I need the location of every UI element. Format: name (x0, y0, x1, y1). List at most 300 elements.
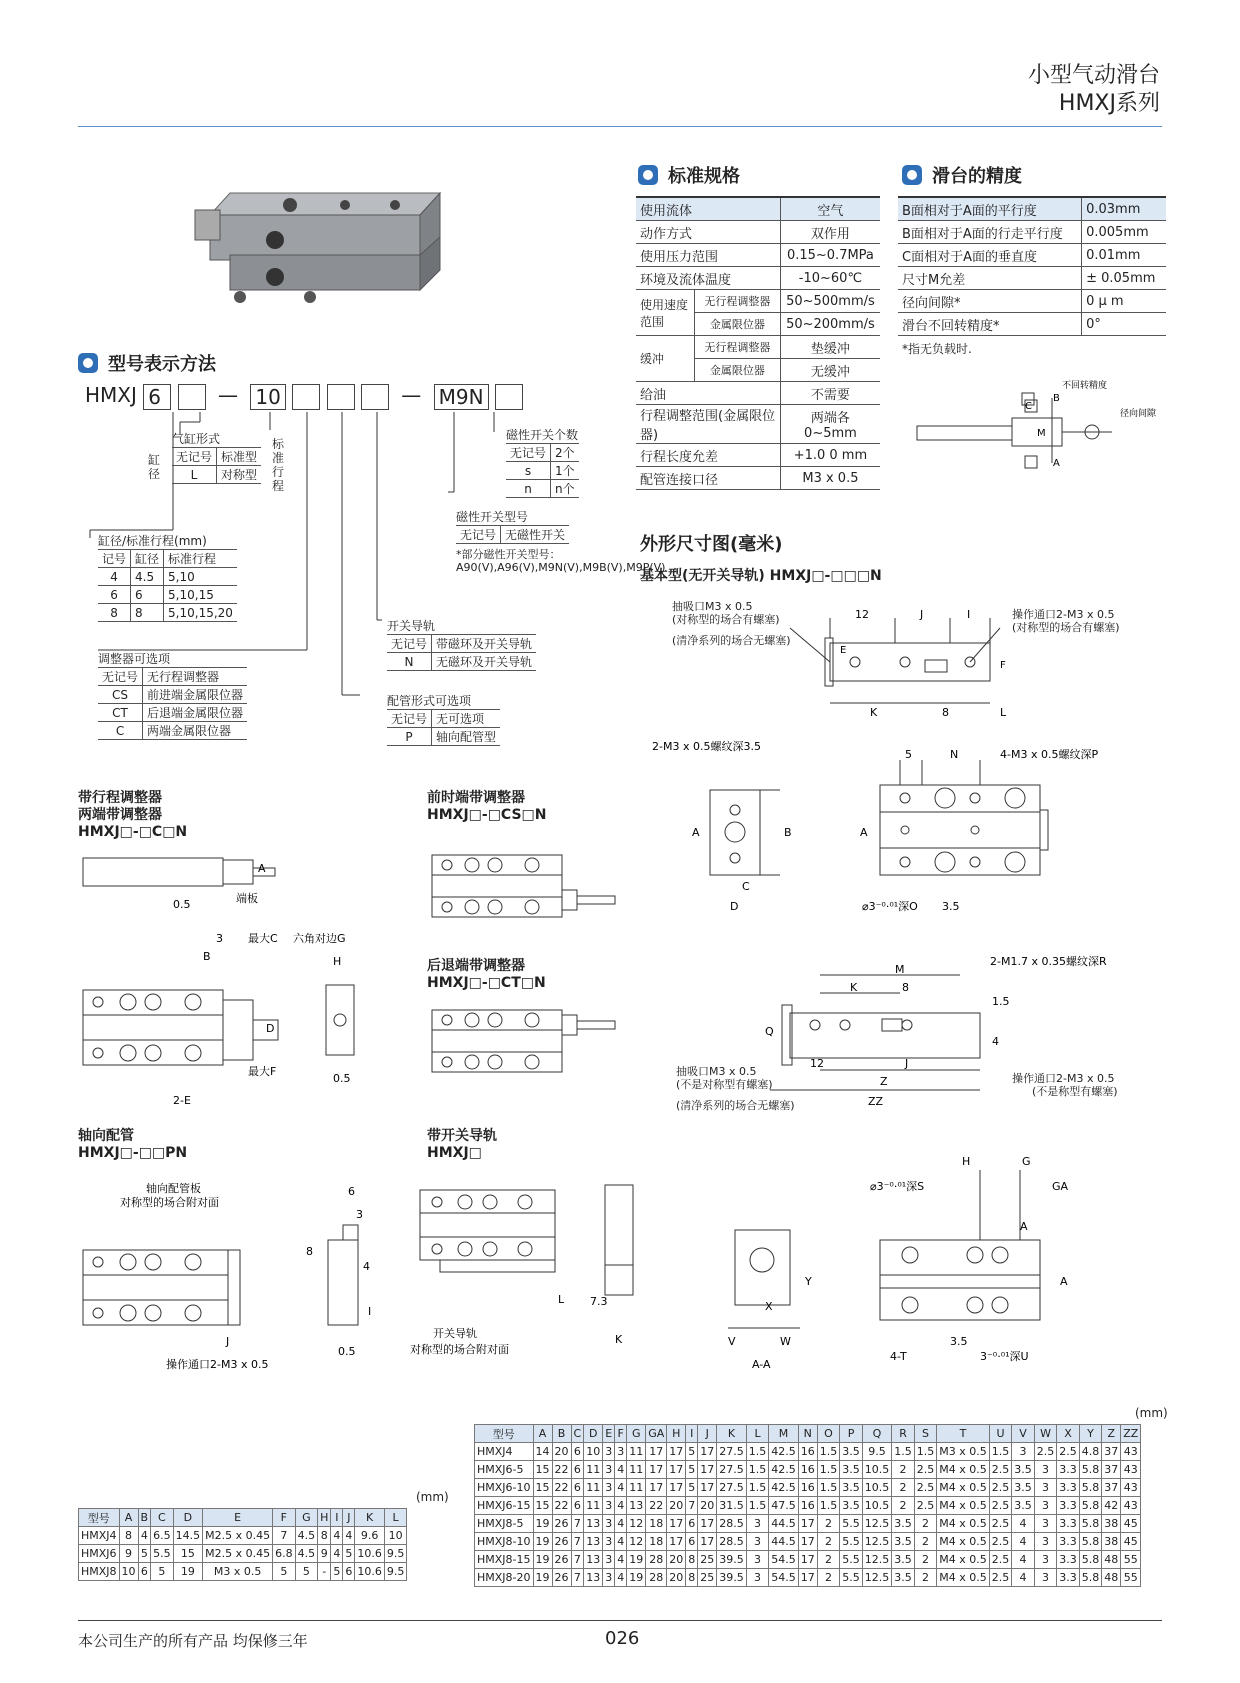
table-cell: CS (98, 686, 143, 704)
table-cell: 8 (318, 1527, 331, 1545)
big-dimension-table (474, 1424, 1141, 1587)
variant-rail-title: 带开关导轨 HMXJ□ (427, 1128, 497, 1161)
table-header-cell: K (355, 1509, 385, 1527)
cyl-form-table (172, 447, 261, 484)
table-row (98, 704, 247, 722)
table-header-cell: K (717, 1425, 747, 1443)
table-header-cell: B (552, 1425, 571, 1443)
outline-port-note-2: 操作通口2-M3 x 0.5 (不是称型有螺塞) (1012, 1072, 1118, 1098)
table-cell: 3 (603, 1479, 615, 1497)
bore-stroke-table (98, 549, 237, 622)
table-cell: HMXJ4 (475, 1443, 534, 1461)
svg-text:G: G (1022, 1155, 1031, 1168)
table-cell: 2.5 (989, 1497, 1012, 1515)
table-cell: 44.5 (769, 1515, 799, 1533)
table-cell: 对称型 (217, 466, 262, 484)
table-cell: 47.5 (769, 1497, 799, 1515)
table-cell: 3.3 (1057, 1533, 1080, 1551)
big-table-unit: (mm) (1135, 1406, 1168, 1420)
table-header-cell: I (686, 1425, 698, 1443)
table-cell: 9.5 (384, 1545, 407, 1563)
adjuster-block: 调整器可选项 无记号 无行程调整器 CS 前进端金属限位器 CT 后退端金属限位器 C 两端金属限位器 (98, 650, 247, 740)
table-cell: 27.5 (717, 1443, 747, 1461)
table-cell: 3.5 (840, 1497, 863, 1515)
table-cell: 2.5 (1057, 1443, 1080, 1461)
table-cell: 39.5 (717, 1569, 747, 1587)
table-cell: 43 (1121, 1461, 1141, 1479)
footer-warranty: 本公司生产的所有产品 均保修三年 (78, 1632, 308, 1650)
spec-value: M3 x 0.5 (780, 467, 880, 490)
precision-label: 径向间隙* (898, 290, 1082, 313)
table-cell: 5.8 (1079, 1569, 1102, 1587)
table-cell: 5 (686, 1479, 698, 1497)
table-cell: 20 (552, 1443, 571, 1461)
svg-text:D: D (266, 1022, 275, 1035)
switch-box: M9N (434, 384, 489, 410)
table-cell: 12 (627, 1533, 646, 1551)
table-cell: 4 (343, 1527, 355, 1545)
table-cell: HMXJ6-15 (475, 1497, 534, 1515)
svg-text:A: A (258, 862, 266, 875)
table-cell: n (506, 480, 551, 498)
variant-both-drawing (78, 850, 408, 1110)
table-cell: 48 (1102, 1569, 1121, 1587)
table-cell: 5.5 (840, 1569, 863, 1587)
table-cell: 无磁性开关 (501, 526, 570, 544)
table-cell: HMXJ4 (79, 1527, 120, 1545)
table-cell: 37 (1102, 1461, 1121, 1479)
svg-text:2-E: 2-E (173, 1094, 191, 1107)
piping-box (327, 384, 355, 410)
table-cell: s (506, 462, 551, 480)
table-cell: 38 (1102, 1515, 1121, 1533)
table-header-cell: J (698, 1425, 717, 1443)
table-row (387, 635, 536, 653)
table-cell: 38 (1102, 1533, 1121, 1551)
cyl-form-block: 气缸形式 无记号 标准型 L 对称型 (172, 430, 261, 484)
table-cell: 6 (98, 586, 131, 604)
table-row (475, 1551, 1141, 1569)
svg-text:8: 8 (942, 706, 949, 719)
svg-text:B: B (784, 826, 792, 839)
spec-label: 使用压力范围 (636, 244, 780, 267)
svg-text:4: 4 (992, 1035, 999, 1048)
table-cell: 17 (646, 1479, 667, 1497)
svg-text:L: L (558, 1293, 565, 1306)
table-cell: 6 (686, 1533, 698, 1551)
spec-table (636, 196, 880, 490)
table-cell: 17 (698, 1479, 717, 1497)
svg-text:6: 6 (348, 1185, 355, 1198)
svg-text:对称型的场合附对面: 对称型的场合附对面 (410, 1343, 509, 1356)
table-header-cell: O (817, 1425, 840, 1443)
table-cell: 19 (627, 1569, 646, 1587)
spec-label: 无行程调整器 (695, 290, 781, 313)
table-cell: 42 (1102, 1497, 1121, 1515)
table-cell: 4 (1012, 1515, 1035, 1533)
table-cell: 11 (627, 1461, 646, 1479)
table-cell: 5 (686, 1443, 698, 1461)
table-cell: 26 (552, 1569, 571, 1587)
table-cell: 6 (343, 1563, 355, 1581)
table-cell: 18 (646, 1533, 667, 1551)
form-box (178, 384, 206, 410)
table-header-cell: G (295, 1509, 318, 1527)
small-table-unit: (mm) (416, 1490, 449, 1504)
table-cell: 55 (1121, 1569, 1141, 1587)
table-cell: 9 (318, 1545, 331, 1563)
table-cell: 11 (627, 1479, 646, 1497)
outline-suction-note-2: 抽吸口M3 x 0.5 (不是对称型有螺塞) (清净系列的场合无螺塞) (676, 1065, 795, 1112)
table-cell: 54.5 (769, 1551, 799, 1569)
table-cell: 10.6 (355, 1563, 385, 1581)
table-cell: 22 (552, 1479, 571, 1497)
table-cell: 3.5 (1012, 1497, 1035, 1515)
table-cell: 无记号 (506, 444, 551, 462)
table-cell: 3.5 (892, 1533, 915, 1551)
table-cell: C (98, 722, 143, 740)
table-row (506, 462, 579, 480)
svg-text:对称型的场合附对面: 对称型的场合附对面 (120, 1196, 219, 1209)
table-cell: 9 (119, 1545, 138, 1563)
svg-text:12: 12 (855, 608, 869, 621)
svg-text:2-M3 x 0.5螺纹深3.5: 2-M3 x 0.5螺纹深3.5 (652, 740, 761, 753)
svg-text:A: A (1060, 1275, 1068, 1288)
table-cell: 12.5 (862, 1515, 892, 1533)
spec-row (636, 405, 880, 444)
table-header-cell: 记号 (98, 550, 131, 568)
table-cell: 15 (533, 1479, 552, 1497)
table-cell: HMXJ8 (79, 1563, 120, 1581)
precision-label-c: C (1025, 401, 1032, 412)
adjuster-table (98, 667, 247, 740)
table-cell: M4 x 0.5 (937, 1497, 990, 1515)
precision-value: 0.005mm (1082, 221, 1166, 244)
table-cell: 1.5 (746, 1497, 769, 1515)
table-cell: 6 (571, 1443, 584, 1461)
table-cell: 10 (384, 1527, 407, 1545)
table-cell: 3.5 (840, 1443, 863, 1461)
table-cell: 3 (1034, 1533, 1057, 1551)
table-cell: 44.5 (769, 1533, 799, 1551)
table-cell: 31.5 (717, 1497, 747, 1515)
table-cell: 17 (798, 1569, 817, 1587)
table-cell: 无可选项 (432, 710, 501, 728)
spec-value: 空气 (780, 197, 880, 221)
table-header-cell: C (571, 1425, 584, 1443)
table-cell: 17 (667, 1461, 686, 1479)
precision-section-title: 滑台的精度 (902, 162, 1022, 188)
outline-bottom-view (720, 1150, 1160, 1390)
table-cell: 17 (698, 1461, 717, 1479)
spec-label: 无行程调整器 (695, 336, 781, 359)
precision-label-b: B (1053, 393, 1060, 404)
table-cell: 3 (1012, 1443, 1035, 1461)
table-row (387, 710, 500, 728)
spec-label: 给油 (636, 382, 780, 405)
table-row (475, 1533, 1141, 1551)
header-divider (78, 126, 1162, 127)
svg-text:K: K (870, 706, 878, 719)
spec-value: 50~200mm/s (780, 313, 880, 336)
table-header-cell: Q (862, 1425, 892, 1443)
spec-row (636, 197, 880, 221)
spec-section-title: 标准规格 (638, 162, 740, 188)
table-cell: 2.5 (989, 1551, 1012, 1569)
outline-title: 外形尺寸图(毫米) (640, 534, 783, 555)
table-cell: 8 (686, 1551, 698, 1569)
precision-label: B面相对于A面的平行度 (898, 197, 1082, 221)
table-cell: 17 (698, 1533, 717, 1551)
adjuster-box (292, 384, 320, 410)
precision-value: 0° (1082, 313, 1166, 336)
svg-text:C: C (742, 880, 750, 893)
table-cell: 2 (914, 1569, 937, 1587)
table-cell: 11 (584, 1497, 603, 1515)
table-row (506, 480, 579, 498)
table-cell: 5 (295, 1563, 318, 1581)
precision-value: 0 μ m (1082, 290, 1166, 313)
table-cell: 4 (615, 1551, 627, 1569)
svg-text:8: 8 (902, 981, 909, 994)
table-cell: 5.5 (840, 1515, 863, 1533)
table-cell: 4.5 (295, 1527, 318, 1545)
svg-text:A: A (860, 826, 868, 839)
table-header-cell: A (119, 1509, 138, 1527)
table-cell: 1.5 (746, 1443, 769, 1461)
section-bullet-icon (78, 353, 98, 373)
table-cell: 17 (698, 1443, 717, 1461)
svg-text:A: A (692, 826, 700, 839)
svg-text:H: H (333, 955, 342, 968)
table-cell: 19 (533, 1533, 552, 1551)
svg-text:Y: Y (805, 1275, 812, 1288)
table-cell: 5.8 (1079, 1551, 1102, 1569)
table-cell: 2.5 (989, 1569, 1012, 1587)
precision-label-a: A (1053, 458, 1060, 469)
table-cell: 19 (533, 1515, 552, 1533)
table-cell: 9.5 (384, 1563, 407, 1581)
table-cell: 42.5 (769, 1461, 799, 1479)
spec-label: 行程长度允差 (636, 444, 780, 467)
table-cell: 3.3 (1057, 1461, 1080, 1479)
table-header-cell: L (746, 1425, 769, 1443)
footer-divider (78, 1620, 1162, 1621)
table-cell: 3 (1034, 1479, 1057, 1497)
table-cell: 4 (615, 1569, 627, 1587)
table-cell: 4 (331, 1527, 343, 1545)
svg-text:0.5: 0.5 (333, 1072, 351, 1085)
table-cell: 5 (331, 1563, 343, 1581)
table-header-cell: D (584, 1425, 603, 1443)
svg-text:六角对边G: 六角对边G (293, 932, 346, 945)
table-cell: 5.8 (1079, 1479, 1102, 1497)
svg-text:3⁻⁰·⁰¹深U: 3⁻⁰·⁰¹深U (980, 1350, 1029, 1363)
table-cell: 4 (615, 1497, 627, 1515)
table-cell: 8 (119, 1527, 138, 1545)
table-cell: 13 (584, 1515, 603, 1533)
table-cell: 43 (1121, 1443, 1141, 1461)
table-cell: 2 (892, 1461, 915, 1479)
table-cell: 9.6 (355, 1527, 385, 1545)
table-cell: M3 x 0.5 (203, 1563, 273, 1581)
precision-label: B面相对于A面的行走平行度 (898, 221, 1082, 244)
bore-stroke-block: 缸径/标准行程(mm) 记号 缸径 标准行程 4 4.5 5,10 6 6 5,10,15 8 8 5,10,15,20 (98, 532, 237, 622)
table-cell: HMXJ8-15 (475, 1551, 534, 1569)
table-header-cell: 缸径 (131, 550, 164, 568)
svg-text:3: 3 (356, 1208, 363, 1221)
model-prefix: HMXJ (85, 383, 137, 407)
table-cell: 45 (1121, 1533, 1141, 1551)
svg-text:H: H (962, 1155, 971, 1168)
model-code-line: HMXJ 6 — 10 — M9N (85, 383, 523, 410)
table-cell: 10.5 (862, 1461, 892, 1479)
table-cell: 14 (533, 1443, 552, 1461)
svg-text:⌀3⁻⁰·⁰¹深O: ⌀3⁻⁰·⁰¹深O (862, 900, 918, 913)
table-header-cell: E (203, 1509, 273, 1527)
table-cell: M2.5 x 0.45 (203, 1527, 273, 1545)
table-row (456, 526, 569, 544)
table-header-cell: N (798, 1425, 817, 1443)
table-header-cell: I (331, 1509, 343, 1527)
section-bullet-icon (638, 165, 658, 185)
spec-value: 不需要 (780, 382, 880, 405)
svg-text:D: D (730, 900, 739, 913)
svg-text:A: A (1020, 1220, 1028, 1233)
table-cell: 3 (746, 1569, 769, 1587)
table-cell: 22 (552, 1461, 571, 1479)
table-cell: 2.5 (914, 1461, 937, 1479)
svg-text:3: 3 (216, 932, 223, 945)
table-cell: HMXJ6 (79, 1545, 120, 1563)
table-cell: 2.5 (989, 1533, 1012, 1551)
table-header-cell: X (1057, 1425, 1080, 1443)
piping-block: 配管形式可选项 无记号 无可选项 P 轴向配管型 (387, 692, 500, 746)
table-cell: 5 (273, 1563, 296, 1581)
table-cell: 6.8 (273, 1545, 296, 1563)
table-cell: 4.5 (295, 1545, 318, 1563)
table-header-cell: V (1012, 1425, 1035, 1443)
table-row (475, 1479, 1141, 1497)
table-cell: 无磁环及开关导轨 (432, 653, 537, 671)
table-cell: 5.8 (1079, 1515, 1102, 1533)
table-cell: 3 (603, 1533, 615, 1551)
table-row (475, 1569, 1141, 1587)
table-cell: 28 (646, 1551, 667, 1569)
table-cell: 1.5 (746, 1461, 769, 1479)
table-cell: 2 (914, 1515, 937, 1533)
table-cell: 6.5 (151, 1527, 174, 1545)
variant-axial-drawing (78, 1180, 408, 1370)
table-cell: M4 x 0.5 (937, 1479, 990, 1497)
table-cell: HMXJ6-5 (475, 1461, 534, 1479)
svg-text:0.5: 0.5 (338, 1345, 356, 1358)
table-cell: 5,10 (164, 568, 237, 586)
table-cell: 8 (686, 1569, 698, 1587)
spec-row (636, 467, 880, 490)
table-cell: 6 (571, 1479, 584, 1497)
table-cell: N (387, 653, 432, 671)
svg-text:K: K (850, 981, 858, 994)
table-row (79, 1527, 407, 1545)
table-cell: 13 (584, 1551, 603, 1569)
table-cell: 3 (603, 1569, 615, 1587)
table-cell: 37 (1102, 1479, 1121, 1497)
table-header-cell: 型号 (475, 1425, 534, 1443)
precision-value: 0.03mm (1082, 197, 1166, 221)
table-cell: 1.5 (892, 1443, 915, 1461)
table-cell: 3.5 (840, 1461, 863, 1479)
page-number: 026 (605, 1628, 640, 1649)
table-cell: 5,10,15 (164, 586, 237, 604)
table-cell: 17 (798, 1533, 817, 1551)
table-cell: 5.8 (1079, 1533, 1102, 1551)
svg-text:J: J (226, 1335, 230, 1348)
table-cell: 3.3 (1057, 1515, 1080, 1533)
svg-text:Z: Z (880, 1075, 888, 1088)
table-cell: 1.5 (989, 1443, 1012, 1461)
table-cell: 16 (798, 1461, 817, 1479)
table-header-cell: L (384, 1509, 407, 1527)
table-cell: 3 (1034, 1515, 1057, 1533)
table-cell: 2 (914, 1551, 937, 1569)
table-header-cell: C (151, 1509, 174, 1527)
svg-text:M: M (895, 963, 905, 976)
table-cell: M2.5 x 0.45 (203, 1545, 273, 1563)
table-cell: 17 (667, 1479, 686, 1497)
spec-row (636, 382, 880, 405)
table-row (475, 1497, 1141, 1515)
table-cell: 3.5 (892, 1551, 915, 1569)
spec-row (636, 336, 880, 359)
table-cell: 12.5 (862, 1551, 892, 1569)
table-cell: 27.5 (717, 1461, 747, 1479)
precision-label-gap: 径向间隙 (1120, 409, 1157, 419)
table-cell: 两端金属限位器 (143, 722, 248, 740)
table-cell: n个 (551, 480, 579, 498)
spec-group: 使用速度范围 (636, 290, 695, 336)
switch-type-note: *部分磁性开关型号：A90(V),A96(V),M9N(V),M9B(V),M9P(V) (456, 548, 666, 574)
table-cell: 5.5 (840, 1533, 863, 1551)
table-cell: 3 (1034, 1569, 1057, 1587)
table-cell: 2.5 (989, 1461, 1012, 1479)
table-row (172, 448, 261, 466)
section-bullet-icon (902, 165, 922, 185)
table-cell: 4 (615, 1515, 627, 1533)
table-cell: 16 (798, 1479, 817, 1497)
precision-label: 滑台不回转精度* (898, 313, 1082, 336)
svg-text:3.5: 3.5 (942, 900, 960, 913)
table-cell: 48 (1102, 1551, 1121, 1569)
table-cell: 17 (798, 1551, 817, 1569)
svg-text:I: I (967, 608, 971, 621)
table-cell: 42.5 (769, 1443, 799, 1461)
table-cell: 无记号 (98, 668, 143, 686)
table-cell: HMXJ6-10 (475, 1479, 534, 1497)
table-cell: 6 (138, 1563, 151, 1581)
svg-text:操作通口2-M3 x 0.5: 操作通口2-M3 x 0.5 (166, 1358, 269, 1371)
spec-value: -10~60℃ (780, 267, 880, 290)
table-cell: 19 (533, 1551, 552, 1569)
table-cell: 3.3 (1057, 1551, 1080, 1569)
precision-label-nonrot: 不回转精度 (1062, 381, 1108, 391)
table-header-cell: A (533, 1425, 552, 1443)
variant-rear-title: 后退端带调整器 HMXJ□-□CT□N (427, 958, 546, 991)
svg-text:GA: GA (1052, 1180, 1069, 1193)
table-row (79, 1545, 407, 1563)
table-cell: 3.5 (892, 1515, 915, 1533)
bore-box: 6 (143, 384, 171, 410)
